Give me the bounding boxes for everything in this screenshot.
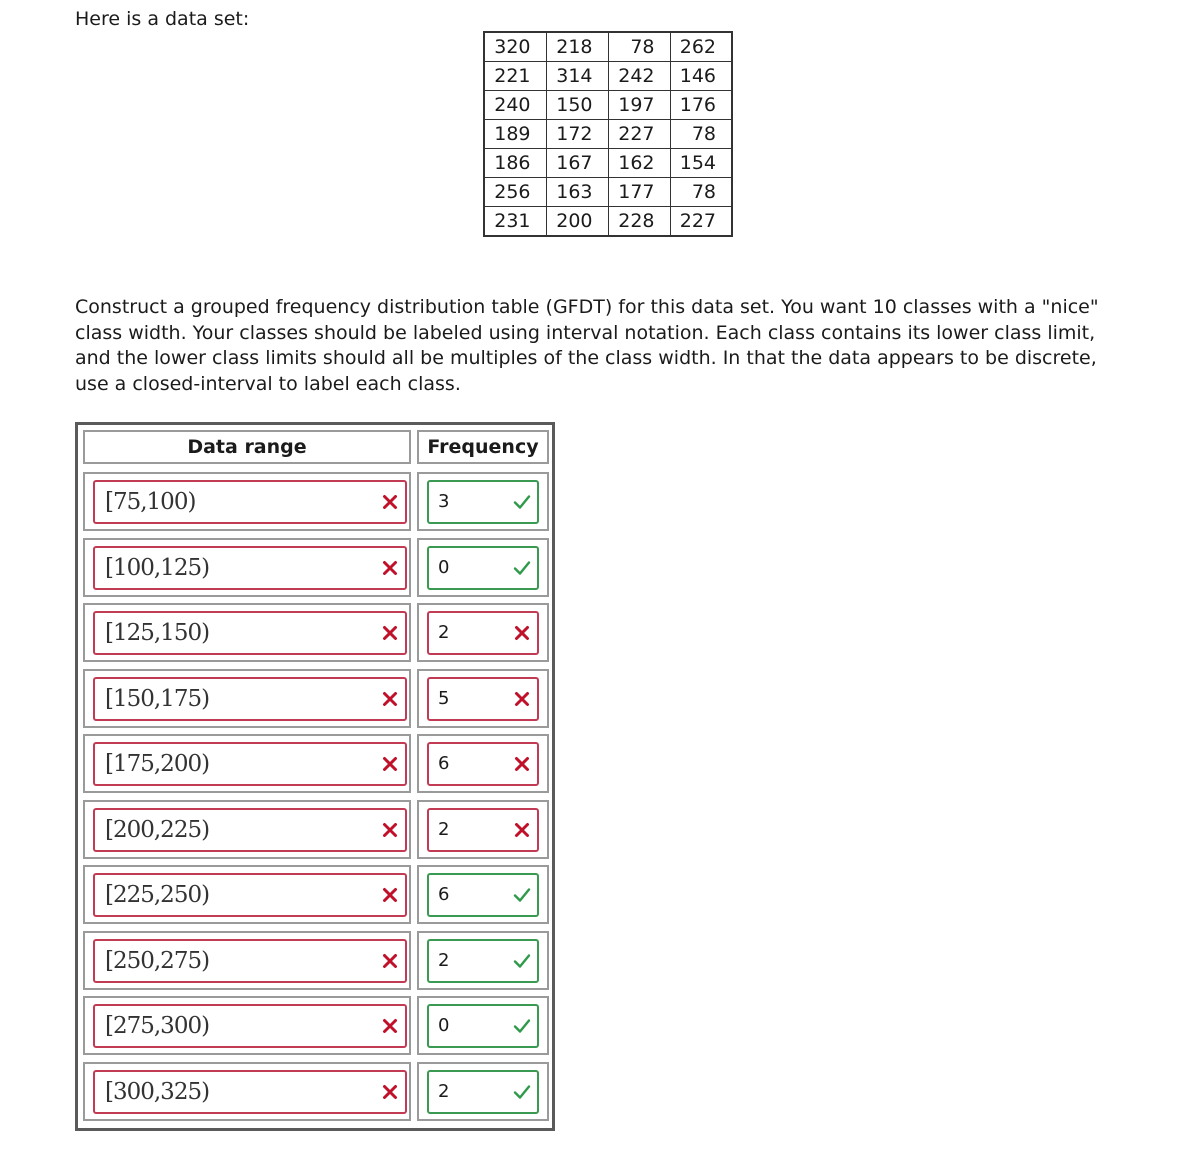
frequency-cell	[417, 734, 549, 793]
range-input[interactable]	[93, 1004, 407, 1048]
frequency-input[interactable]	[427, 480, 539, 524]
instructions-text: Construct a grouped frequency distribution table (GFDT) for this data set. You want 10 classes with a "nice" class width. Your classes should be labeled using interval notation. Each class contains its lower class limit, and the lower class limits should all be multiples of the class width. In that the data appears to be discrete, use a closed-interval to label each class.	[75, 296, 1099, 395]
range-input[interactable]	[93, 939, 407, 983]
data-cell: 227	[608, 120, 670, 149]
range-cell	[83, 669, 411, 728]
data-cell: 163	[546, 178, 608, 207]
range-cell	[83, 996, 411, 1055]
data-row	[484, 149, 732, 178]
data-cell: 197	[608, 91, 670, 120]
data-cell: 218	[546, 32, 608, 62]
frequency-value: 2	[438, 950, 450, 971]
frequency-cell	[417, 865, 549, 924]
data-cell: 146	[670, 62, 732, 91]
range-cell	[83, 538, 411, 597]
range-input[interactable]	[93, 677, 407, 721]
gfdt-table	[75, 422, 555, 1131]
range-cell	[83, 800, 411, 859]
range-value: [225,250)	[105, 882, 210, 908]
x-icon	[381, 493, 399, 511]
frequency-cell	[417, 931, 549, 990]
range-value: [175,200)	[105, 751, 210, 777]
frequency-input[interactable]	[427, 1004, 539, 1048]
check-icon	[513, 1017, 531, 1035]
data-cell: 167	[546, 149, 608, 178]
data-cell: 177	[608, 178, 670, 207]
data-cell: 231	[484, 207, 546, 237]
range-input[interactable]	[93, 873, 407, 917]
range-cell	[83, 865, 411, 924]
frequency-cell	[417, 472, 549, 531]
frequency-input[interactable]	[427, 611, 539, 655]
data-row	[484, 178, 732, 207]
x-icon	[513, 821, 531, 839]
data-cell: 240	[484, 91, 546, 120]
data-cell: 162	[608, 149, 670, 178]
x-icon	[381, 1017, 399, 1035]
range-cell	[83, 472, 411, 531]
range-input[interactable]	[93, 611, 407, 655]
frequency-value: 6	[438, 884, 450, 905]
frequency-value: 0	[438, 1015, 450, 1036]
x-icon	[381, 624, 399, 642]
x-icon	[381, 886, 399, 904]
range-input[interactable]	[93, 1070, 407, 1114]
frequency-cell	[417, 996, 549, 1055]
data-row	[484, 91, 732, 120]
data-cell: 78	[670, 178, 732, 207]
data-cell: 150	[546, 91, 608, 120]
frequency-input[interactable]	[427, 677, 539, 721]
range-value: [125,150)	[105, 620, 210, 646]
range-input[interactable]	[93, 546, 407, 590]
x-icon	[381, 821, 399, 839]
frequency-input[interactable]	[427, 808, 539, 852]
data-cell: 227	[670, 207, 732, 237]
data-cell: 320	[484, 32, 546, 62]
data-row	[484, 120, 732, 149]
frequency-value: 2	[438, 819, 450, 840]
frequency-input[interactable]	[427, 873, 539, 917]
frequency-cell	[417, 538, 549, 597]
frequency-value: 2	[438, 1081, 450, 1102]
x-icon	[381, 755, 399, 773]
range-value: [250,275)	[105, 948, 210, 974]
data-cell: 176	[670, 91, 732, 120]
x-icon	[513, 690, 531, 708]
header-data-range: Data range	[83, 430, 411, 464]
frequency-value: 2	[438, 622, 450, 643]
x-icon	[381, 1083, 399, 1101]
frequency-input[interactable]	[427, 1070, 539, 1114]
range-value: [200,225)	[105, 817, 210, 843]
data-cell: 314	[546, 62, 608, 91]
data-set-table	[483, 31, 733, 237]
check-icon	[513, 493, 531, 511]
data-cell: 221	[484, 62, 546, 91]
range-value: [150,175)	[105, 686, 210, 712]
x-icon	[513, 755, 531, 773]
range-input[interactable]	[93, 480, 407, 524]
data-cell: 78	[608, 32, 670, 62]
frequency-cell	[417, 669, 549, 728]
frequency-cell	[417, 1062, 549, 1121]
data-cell: 154	[670, 149, 732, 178]
check-icon	[513, 559, 531, 577]
range-value: [300,325)	[105, 1079, 210, 1105]
intro-text: Here is a data set:	[75, 8, 250, 30]
frequency-value: 3	[438, 491, 450, 512]
header-frequency: Frequency	[417, 430, 549, 464]
frequency-input[interactable]	[427, 742, 539, 786]
frequency-value: 5	[438, 688, 450, 709]
frequency-cell	[417, 800, 549, 859]
check-icon	[513, 1083, 531, 1101]
range-value: [75,100)	[105, 489, 196, 515]
data-cell: 242	[608, 62, 670, 91]
range-cell	[83, 1062, 411, 1121]
data-cell: 262	[670, 32, 732, 62]
range-input[interactable]	[93, 742, 407, 786]
frequency-input[interactable]	[427, 546, 539, 590]
range-cell	[83, 734, 411, 793]
data-row	[484, 207, 732, 237]
data-cell: 172	[546, 120, 608, 149]
range-cell	[83, 931, 411, 990]
frequency-input[interactable]	[427, 939, 539, 983]
check-icon	[513, 886, 531, 904]
range-value: [100,125)	[105, 555, 210, 581]
data-cell: 189	[484, 120, 546, 149]
data-cell: 256	[484, 178, 546, 207]
x-icon	[513, 624, 531, 642]
range-cell	[83, 603, 411, 662]
data-row	[484, 32, 732, 62]
x-icon	[381, 690, 399, 708]
data-cell: 228	[608, 207, 670, 237]
data-cell: 186	[484, 149, 546, 178]
x-icon	[381, 559, 399, 577]
frequency-value: 0	[438, 557, 450, 578]
data-cell: 78	[670, 120, 732, 149]
x-icon	[381, 952, 399, 970]
frequency-value: 6	[438, 753, 450, 774]
data-cell: 200	[546, 207, 608, 237]
range-value: [275,300)	[105, 1013, 210, 1039]
data-row	[484, 62, 732, 91]
check-icon	[513, 952, 531, 970]
frequency-cell	[417, 603, 549, 662]
range-input[interactable]	[93, 808, 407, 852]
